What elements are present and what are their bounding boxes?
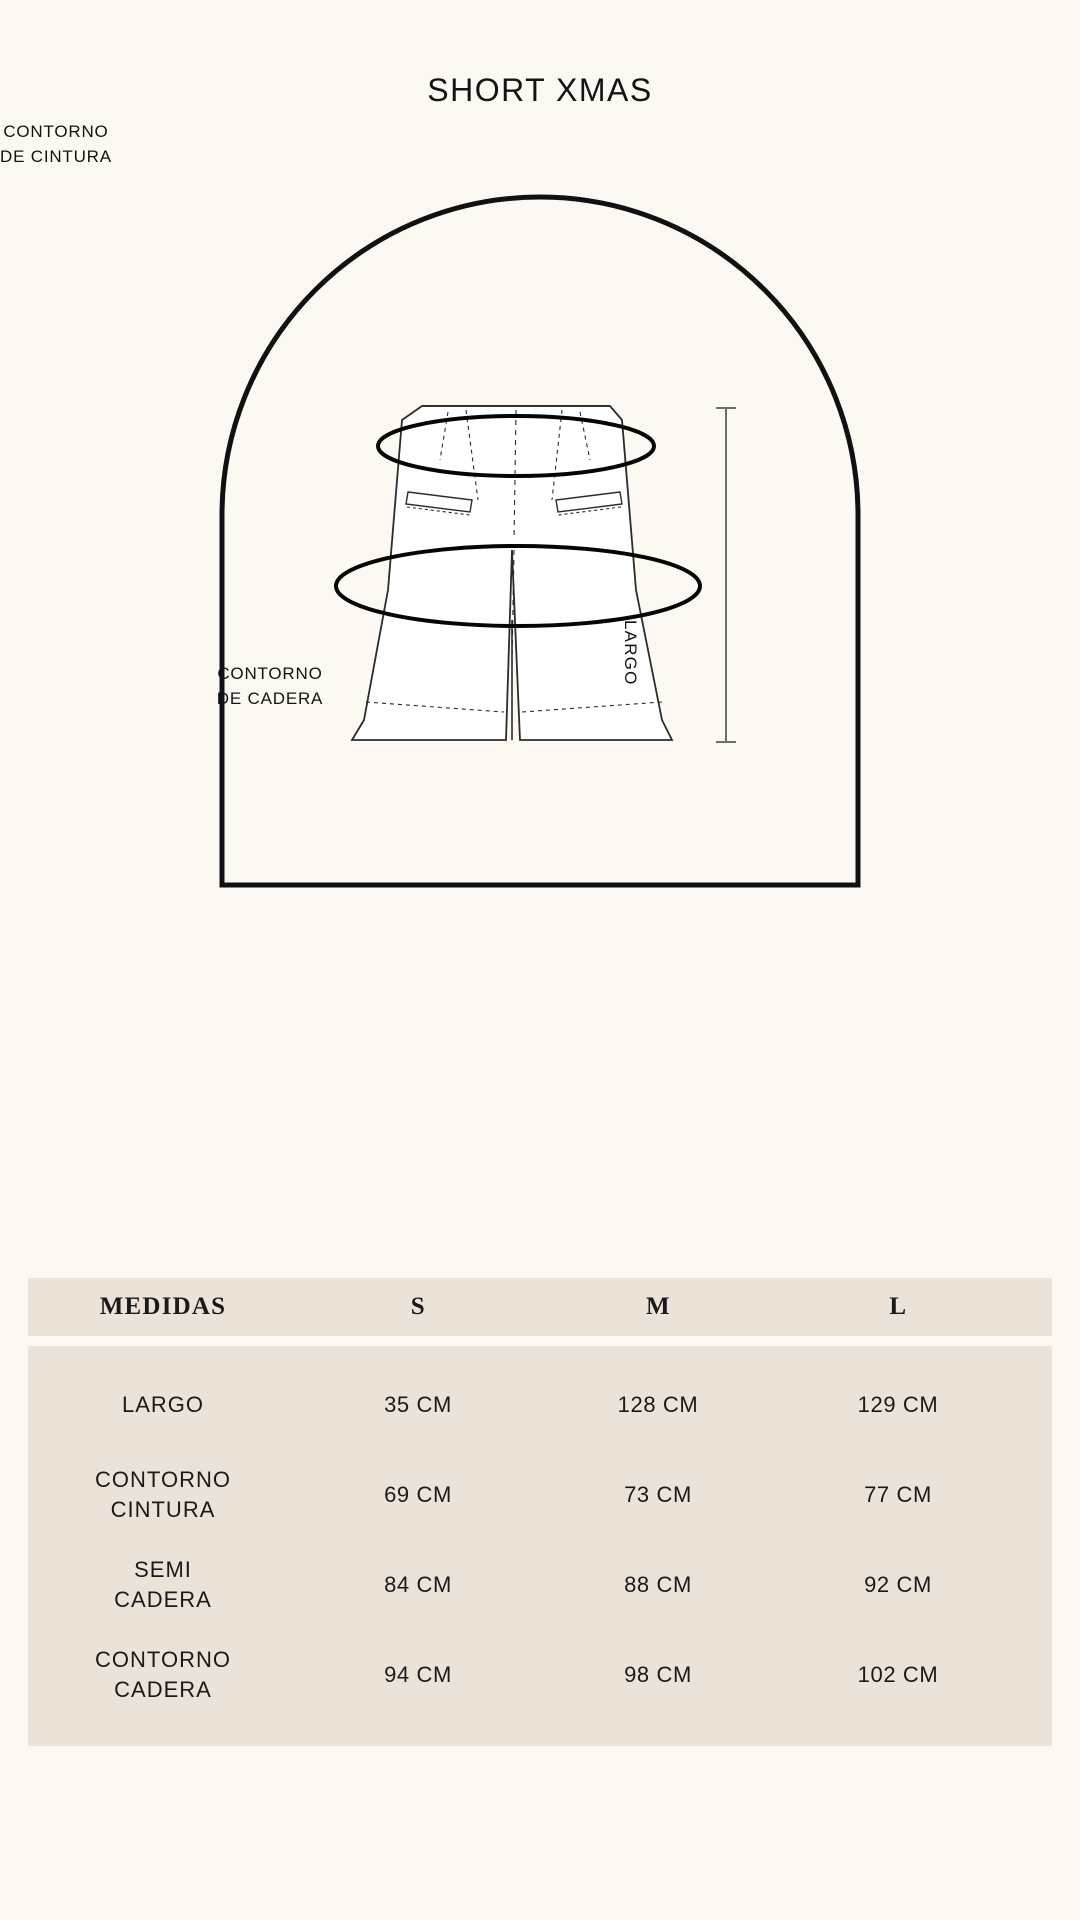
row-label-line1: CONTORNO [95, 1647, 231, 1673]
row-label-line1: LARGO [121, 1392, 205, 1418]
row-label [28, 1465, 298, 1524]
callout-waist [0, 120, 112, 169]
row-value-s: 94 CM [384, 1662, 452, 1687]
table-row [28, 1450, 1052, 1540]
table-row [28, 1360, 1052, 1450]
callout-hip-line1: CONTORNO [217, 664, 323, 683]
row-value-m: 73 CM [624, 1482, 692, 1507]
row-label-line1: CONTORNO [95, 1467, 231, 1493]
table-row [28, 1630, 1052, 1720]
row-value-m: 98 CM [624, 1662, 692, 1687]
callout-length: LARGO [621, 620, 640, 686]
row-label-line2: CINTURA [110, 1497, 216, 1522]
row-label-line1: SEMI [134, 1557, 192, 1583]
page-title: SHORT XMAS [427, 72, 653, 108]
callout-waist-line1: CONTORNO [3, 122, 109, 141]
table-header-s: S [410, 1293, 426, 1320]
row-value-l: 102 CM [857, 1662, 939, 1687]
row-value-s: 35 CM [384, 1392, 452, 1417]
callout-waist-line2: DE CINTURA [0, 146, 112, 166]
arch-and-garment-svg [0, 120, 1080, 1020]
row-label [28, 1555, 298, 1614]
callout-hip-line2: DE CADERA [216, 688, 324, 708]
table-header-m: M [645, 1293, 671, 1320]
row-label [28, 1645, 298, 1704]
table-body [28, 1346, 1052, 1746]
row-value-l: 129 CM [857, 1392, 939, 1417]
row-value-m: 88 CM [624, 1572, 692, 1597]
table-header-row [28, 1278, 1052, 1336]
table-row [28, 1540, 1052, 1630]
row-value-s: 84 CM [384, 1572, 452, 1597]
table-header-l: L [889, 1293, 907, 1320]
callout-hip [190, 662, 350, 711]
measurements-table [28, 1278, 1052, 1746]
row-label [28, 1390, 298, 1420]
row-value-s: 69 CM [384, 1482, 452, 1507]
row-label-line2: CADERA [114, 1587, 212, 1612]
row-value-l: 92 CM [864, 1572, 932, 1597]
row-value-m: 128 CM [617, 1392, 699, 1417]
row-value-l: 77 CM [864, 1482, 932, 1507]
row-label-line2: CADERA [114, 1677, 212, 1702]
illustration-area [0, 120, 1080, 1020]
length-measure-line [716, 408, 736, 742]
table-header-measure: MEDIDAS [99, 1293, 227, 1321]
